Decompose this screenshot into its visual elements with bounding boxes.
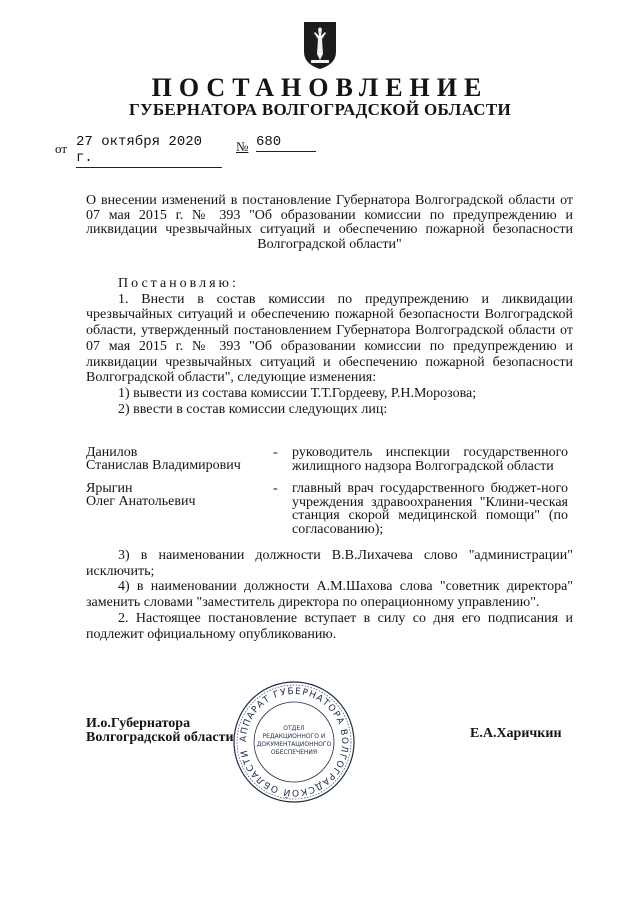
- seal-inner-line-3: ДОКУМЕНТАЦИОННОГО: [256, 741, 332, 748]
- date-prefix: от: [55, 141, 68, 156]
- document-subject: О внесении изменений в постановление Губернатора Волгоградской области от 07 мая 2015 г. № 393 "Об образовании комиссии по предупреждению и ликвидации чрезвычайных ситуаций и обеспечению пожарной безопасности Волгоградской области": [86, 193, 573, 252]
- document-title: ПОСТАНОВЛЕНИЕ: [151, 73, 489, 102]
- person-2-surname: Ярыгин: [86, 481, 133, 496]
- signatory-title-line-1: И.о.Губернатора: [86, 716, 191, 731]
- number-prefix: №: [236, 139, 249, 154]
- person-2-position: главный врач государственного бюджет-ного учреждения здравоохранения "Клини-ческая станция скорой медицинской помощи" (по согласованию);: [292, 481, 568, 537]
- person-1-surname: Данилов: [86, 445, 138, 460]
- emblem-icon: [302, 20, 338, 70]
- seal-stamp-icon: [232, 680, 356, 804]
- coat-of-arms-emblem: [302, 20, 338, 70]
- person-1-name: Станислав Владимирович: [86, 458, 241, 473]
- item-1-1: 1) вывести из состава комиссии Т.Т.Гордееву, Р.Н.Морозова;: [118, 385, 477, 401]
- seal-inner-line-4: ОБЕСПЕЧЕНИЯ: [270, 749, 318, 756]
- document-number: 680: [256, 134, 316, 152]
- signatory-name: Е.А.Харичкин: [470, 726, 562, 741]
- person-1-dash: -: [273, 445, 278, 460]
- person-2-dash: -: [273, 481, 278, 496]
- item-1-4: 4) в наименовании должности А.М.Шахова слова "советник директора" заменить словами "заместитель директора по операционному управлению".: [86, 579, 573, 611]
- person-1-position: руководитель инспекции государственного жилищного надзора Волгоградской области: [292, 445, 568, 474]
- item-1-2: 2) ввести в состав комиссии следующих лиц:: [118, 401, 388, 417]
- signatory-title-line-2: Волгоградской области: [86, 730, 234, 745]
- document-subtitle: ГУБЕРНАТОРА ВОЛГОГРАДСКОЙ ОБЛАСТИ: [128, 100, 512, 119]
- seal-outer-text: АППАРАТ ГУБЕРНАТОРА ВОЛГОГРАДСКОЙ ОБЛАСТИ: [238, 686, 350, 798]
- official-seal: [232, 680, 356, 804]
- item-1-3: 3) в наименовании должности В.В.Лихачева слово "администрации" исключить;: [86, 548, 573, 579]
- signatory-title: [86, 717, 234, 745]
- paragraph-1: 1. Внести в состав комиссии по предупреждению и ликвидации чрезвычайных ситуаций и обеспечению пожарной безопасности Волгоградской области, утвержденный постановлением Губернатора Волгоградской области от 07 мая 2015 г. № 393 "Об образовании комиссии по предупреждению и ликвидации чрезвычайных ситуаций и обеспечению пожарной безопасности Волгоградской области", следующие изменения:: [86, 291, 573, 386]
- seal-inner-line-2: РЕДАКЦИОННОГО И: [262, 733, 326, 740]
- seal-inner-line-1: ОТДЕЛ: [283, 725, 305, 732]
- decree-word: Постановляю:: [118, 276, 239, 291]
- decree-body: [86, 276, 573, 417]
- decree-body-continued: [86, 548, 573, 642]
- person-2-name: Олег Анатольевич: [86, 494, 196, 509]
- paragraph-2: 2. Настоящее постановление вступает в силу со дня его подписания и подлежит официальному опубликованию.: [86, 610, 573, 642]
- document-date: 27 октября 2020 г.: [76, 134, 222, 168]
